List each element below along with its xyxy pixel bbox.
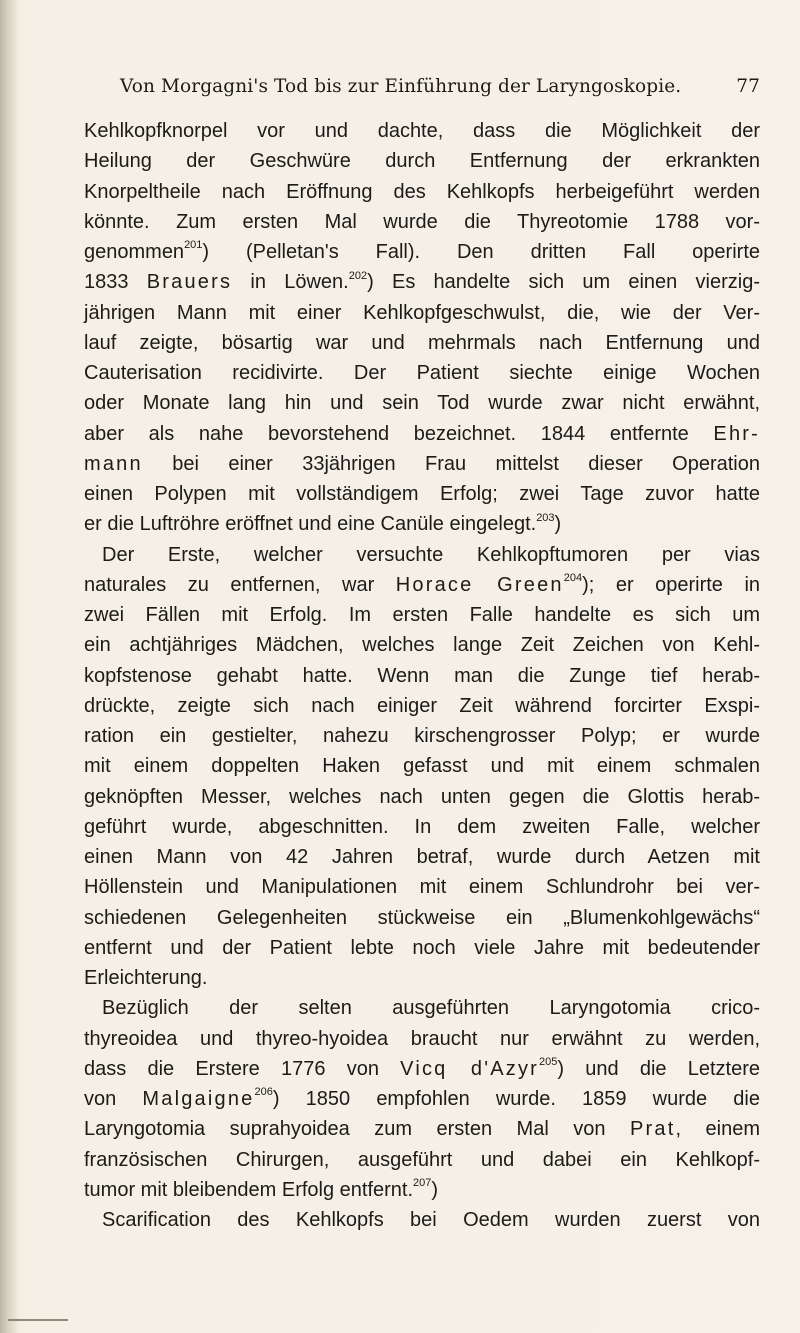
line-text: 1833 [84,271,147,294]
text-line [84,267,760,297]
line-text: genommen [84,241,185,263]
running-title: Von Morgagni's Tod bis zur Einführung der Laryngoskopie. [120,76,682,97]
text-line [84,419,760,449]
text-line: ein achtjähriges Mädchen, welches lange Zeit Zeichen von Kehl- [84,634,760,657]
text-line: drückte, zeigte sich nach einiger Zeit während forcirter Exspi- [84,694,760,717]
text-line: schiedenen Gelegenheiten stückweise ein „Blumenkohlgewächs“ [84,906,760,929]
line-text: in Löwen. [232,271,349,294]
footnote-ref: 205 [539,1056,558,1069]
paragraph-start-line: Scarification des Kehlkopfs bei Oedem wurden zuerst von [102,1209,760,1231]
line-text: bei einer 33jährigen Frau mittelst dieser Operation [142,452,760,475]
text-line: lauf zeigte, bösartig war und mehrmals nach Entfernung und [84,331,760,354]
line-text: aber als nahe bevorstehend bezeichnet. 1844 entfernte [84,422,714,445]
line-text: Laryngotomia suprahyoidea zum ersten Mal von [84,1118,630,1141]
page-edge-rule [8,1319,68,1321]
text-line: zwei Fällen mit Erfolg. Im ersten Falle handelte es sich um [84,604,760,626]
text-line: einen Mann von 42 Jahren betraf, wurde durch Aetzen mit [84,846,760,868]
text-line [84,449,760,479]
footnote-ref: 201 [184,239,203,252]
text-line: entfernt und der Patient lebte noch viele Jahre mit bedeutender [84,936,760,959]
line-text: ) und die Letztere [557,1057,760,1080]
text-line: französischen Chirurgen, ausgeführt und dabei ein Kehlkopf- [84,1148,760,1171]
line-text: ) (Pelletan's Fall). Den dritten Fall operirte [202,241,760,263]
text-line: Knorpeltheile nach Eröffnung des Kehlkopfs herbeigeführt werden [84,180,760,203]
person-name: Prat [630,1118,676,1141]
line-text: dass die Erstere 1776 von [84,1057,401,1080]
line-text: , einem [675,1118,760,1141]
line-text: naturales zu entfernen, war [84,573,396,596]
binding-shadow [0,0,18,1333]
text-line: ration ein gestielter, nahezu kirschengrosser Polyp; er wurde [84,725,760,747]
text-line [84,1175,760,1205]
text-line: Erleichterung. [84,967,208,989]
text-line [84,237,760,267]
person-name: mann [84,452,143,475]
text-line: geknöpften Messer, welches nach unten gegen die Glottis herab- [84,785,760,808]
line-text: ) [431,1178,439,1201]
line-text: ); er operirte in [582,573,761,596]
line-text: er die Luftröhre eröffnet und eine Canüle eingelegt. [84,513,537,536]
text-line [84,570,760,600]
paragraph-start-line: Bezüglich der selten ausgeführten Laryngotomia crico- [102,997,760,1020]
line-text: tumor mit bleibendem Erfolg entfernt. [84,1178,414,1201]
footnote-ref: 207 [413,1177,432,1190]
text-line [84,509,760,539]
text-line [84,1054,760,1084]
footnote-ref: 204 [563,572,583,585]
text-line: Cauterisation recidivirte. Der Patient siechte einige Wochen [84,362,760,384]
person-name: Horace Green [395,573,564,596]
line-text: von [84,1088,143,1110]
text-line: mit einem doppelten Haken gefasst und mit einem schmalen [84,755,760,778]
text-line: Kehlkopfknorpel vor und dachte, dass die Möglichkeit der [84,120,760,142]
text-line: Heilung der Geschwüre durch Entfernung der erkrankten [84,150,760,173]
footnote-ref: 206 [254,1086,273,1099]
person-name: Ehr- [713,422,760,445]
text-line: geführt wurde, abgeschnitten. In dem zweiten Falle, welcher [84,815,760,838]
text-line: Höllenstein und Manipulationen mit einem Schlundrohr bei ver- [84,876,760,899]
footnote-ref: 203 [536,511,555,524]
line-text: ) [554,513,562,536]
body-text [84,116,760,1235]
page-number: 77 [736,76,760,97]
line-text: ) Es handelte sich um einen vierzig- [367,271,760,294]
person-name: Malgaigne [142,1088,255,1110]
text-line: jährigen Mann mit einer Kehlkopfgeschwulst, die, wie der Ver- [84,301,760,324]
running-header [120,76,760,102]
paragraph-start-line: Der Erste, welcher versuchte Kehlkopftumoren per vias [102,543,760,566]
footnote-ref: 202 [348,269,368,282]
person-name: Brauers [146,271,233,294]
text-line: oder Monate lang hin und sein Tod wurde zwar nicht erwähnt, [84,392,760,415]
text-line: einen Polypen mit vollständigem Erfolg; zwei Tage zuvor hatte [84,483,760,505]
text-line: kopfstenose gehabt hatte. Wenn man die Zunge tief herab- [84,664,760,687]
person-name: Vicq d'Azyr [400,1057,540,1080]
text-line [84,1084,760,1114]
text-line [84,1114,760,1144]
text-line: könnte. Zum ersten Mal wurde die Thyreotomie 1788 vor- [84,210,760,233]
line-text: ) 1850 empfohlen wurde. 1859 wurde die [272,1088,760,1110]
text-line: thyreoidea und thyreo-hyoidea braucht nur erwähnt zu werden, [84,1027,760,1050]
